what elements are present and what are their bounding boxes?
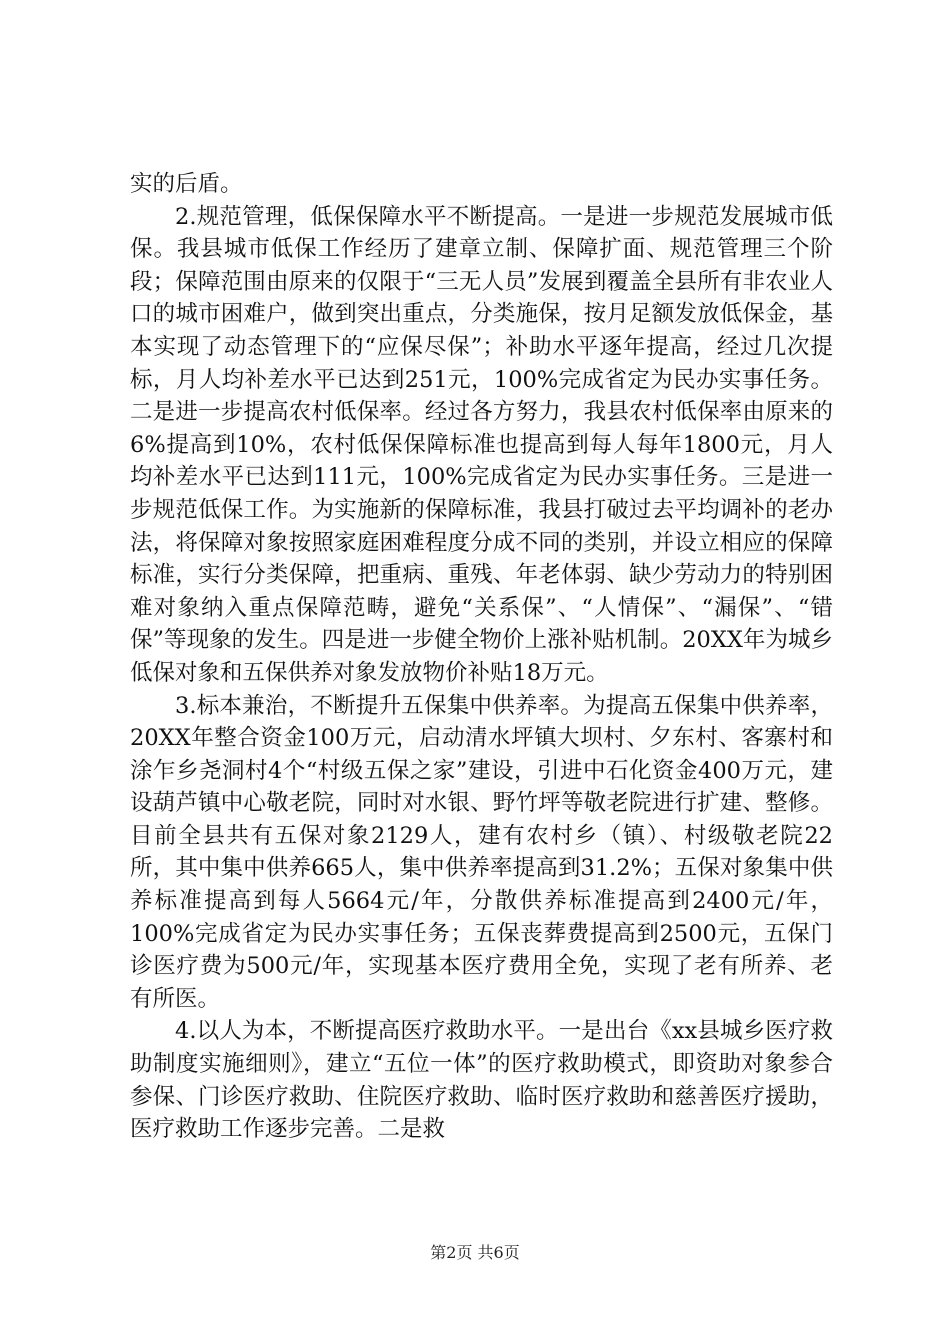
paragraph-continuation: 实的后盾。 bbox=[130, 171, 243, 197]
paragraph-section-3: 3.标本兼治，不断提升五保集中供养率。为提高五保集中供养率，20XX年整合资金100万元，启动清水坪镇大坝村、夕东村、客寨村和涂乍乡尧洞村4个“村级五保之家”建设，引进中石化资金400万元，建设葫芦镇中心敬老院，同时对水银、野竹坪等敬老院进行扩建、整修。目前全县共有五保对象2129人，建有农村乡（镇）、村级敬老院22所，其中集中供养665人，集中供养率提高到31.2%；五保对象集中供养标准提高到每人5664元/年，分散供养标准提高到2400元/年，100%完成省定为民办实事任务；五保丧葬费提高到2500元，五保门诊医疗费为500元/年，实现基本医疗费用全免，实现了老有所养、老有所医。 bbox=[130, 692, 833, 1012]
paragraph-section-4: 4.以人为本，不断提高医疗救助水平。一是出台《xx县城乡医疗救助制度实施细则》，建立“五位一体”的医疗救助模式，即资助对象参合参保、门诊医疗救助、住院医疗救助、临时医疗救助和慈善医疗援助，医疗救助工作逐步完善。二是救 bbox=[130, 1018, 833, 1143]
page-number-footer: 第2页 共6页 bbox=[430, 1243, 520, 1262]
paragraph-section-2: 2.规范管理，低保保障水平不断提高。一是进一步规范发展城市低保。我县城市低保工作经历了建章立制、保障扩面、规范管理三个阶段；保障范围由原来的仅限于“三无人员”发展到覆盖全县所有非农业人口的城市困难户，做到突出重点，分类施保，按月足额发放低保金，基本实现了动态管理下的“应保尽保”；补助水平逐年提高，经过几次提标，月人均补差水平已达到251元，100%完成省定为民办实事任务。二是进一步提高农村低保率。经过各方努力，我县农村低保率由原来的6%提高到10%，农村低保保障标准也提高到每人每年1800元，月人均补差水平已达到111元，100%完成省定为民办实事任务。三是进一步规范低保工作。为实施新的保障标准，我县打破过去平均调补的老办法，将保障对象按照家庭困难程度分成不同的类别，并设立相应的保障标准，实行分类保障，把重病、重残、年老体弱、缺少劳动力的特别困难对象纳入重点保障范畴，避免“关系保”、“人情保”、“漏保”、“错保”等现象的发生。四是进一步健全物价上涨补贴机制。20XX年为城乡低保对象和五保供养对象发放物价补贴18万元。 bbox=[130, 203, 833, 686]
document-body bbox=[130, 168, 833, 1146]
